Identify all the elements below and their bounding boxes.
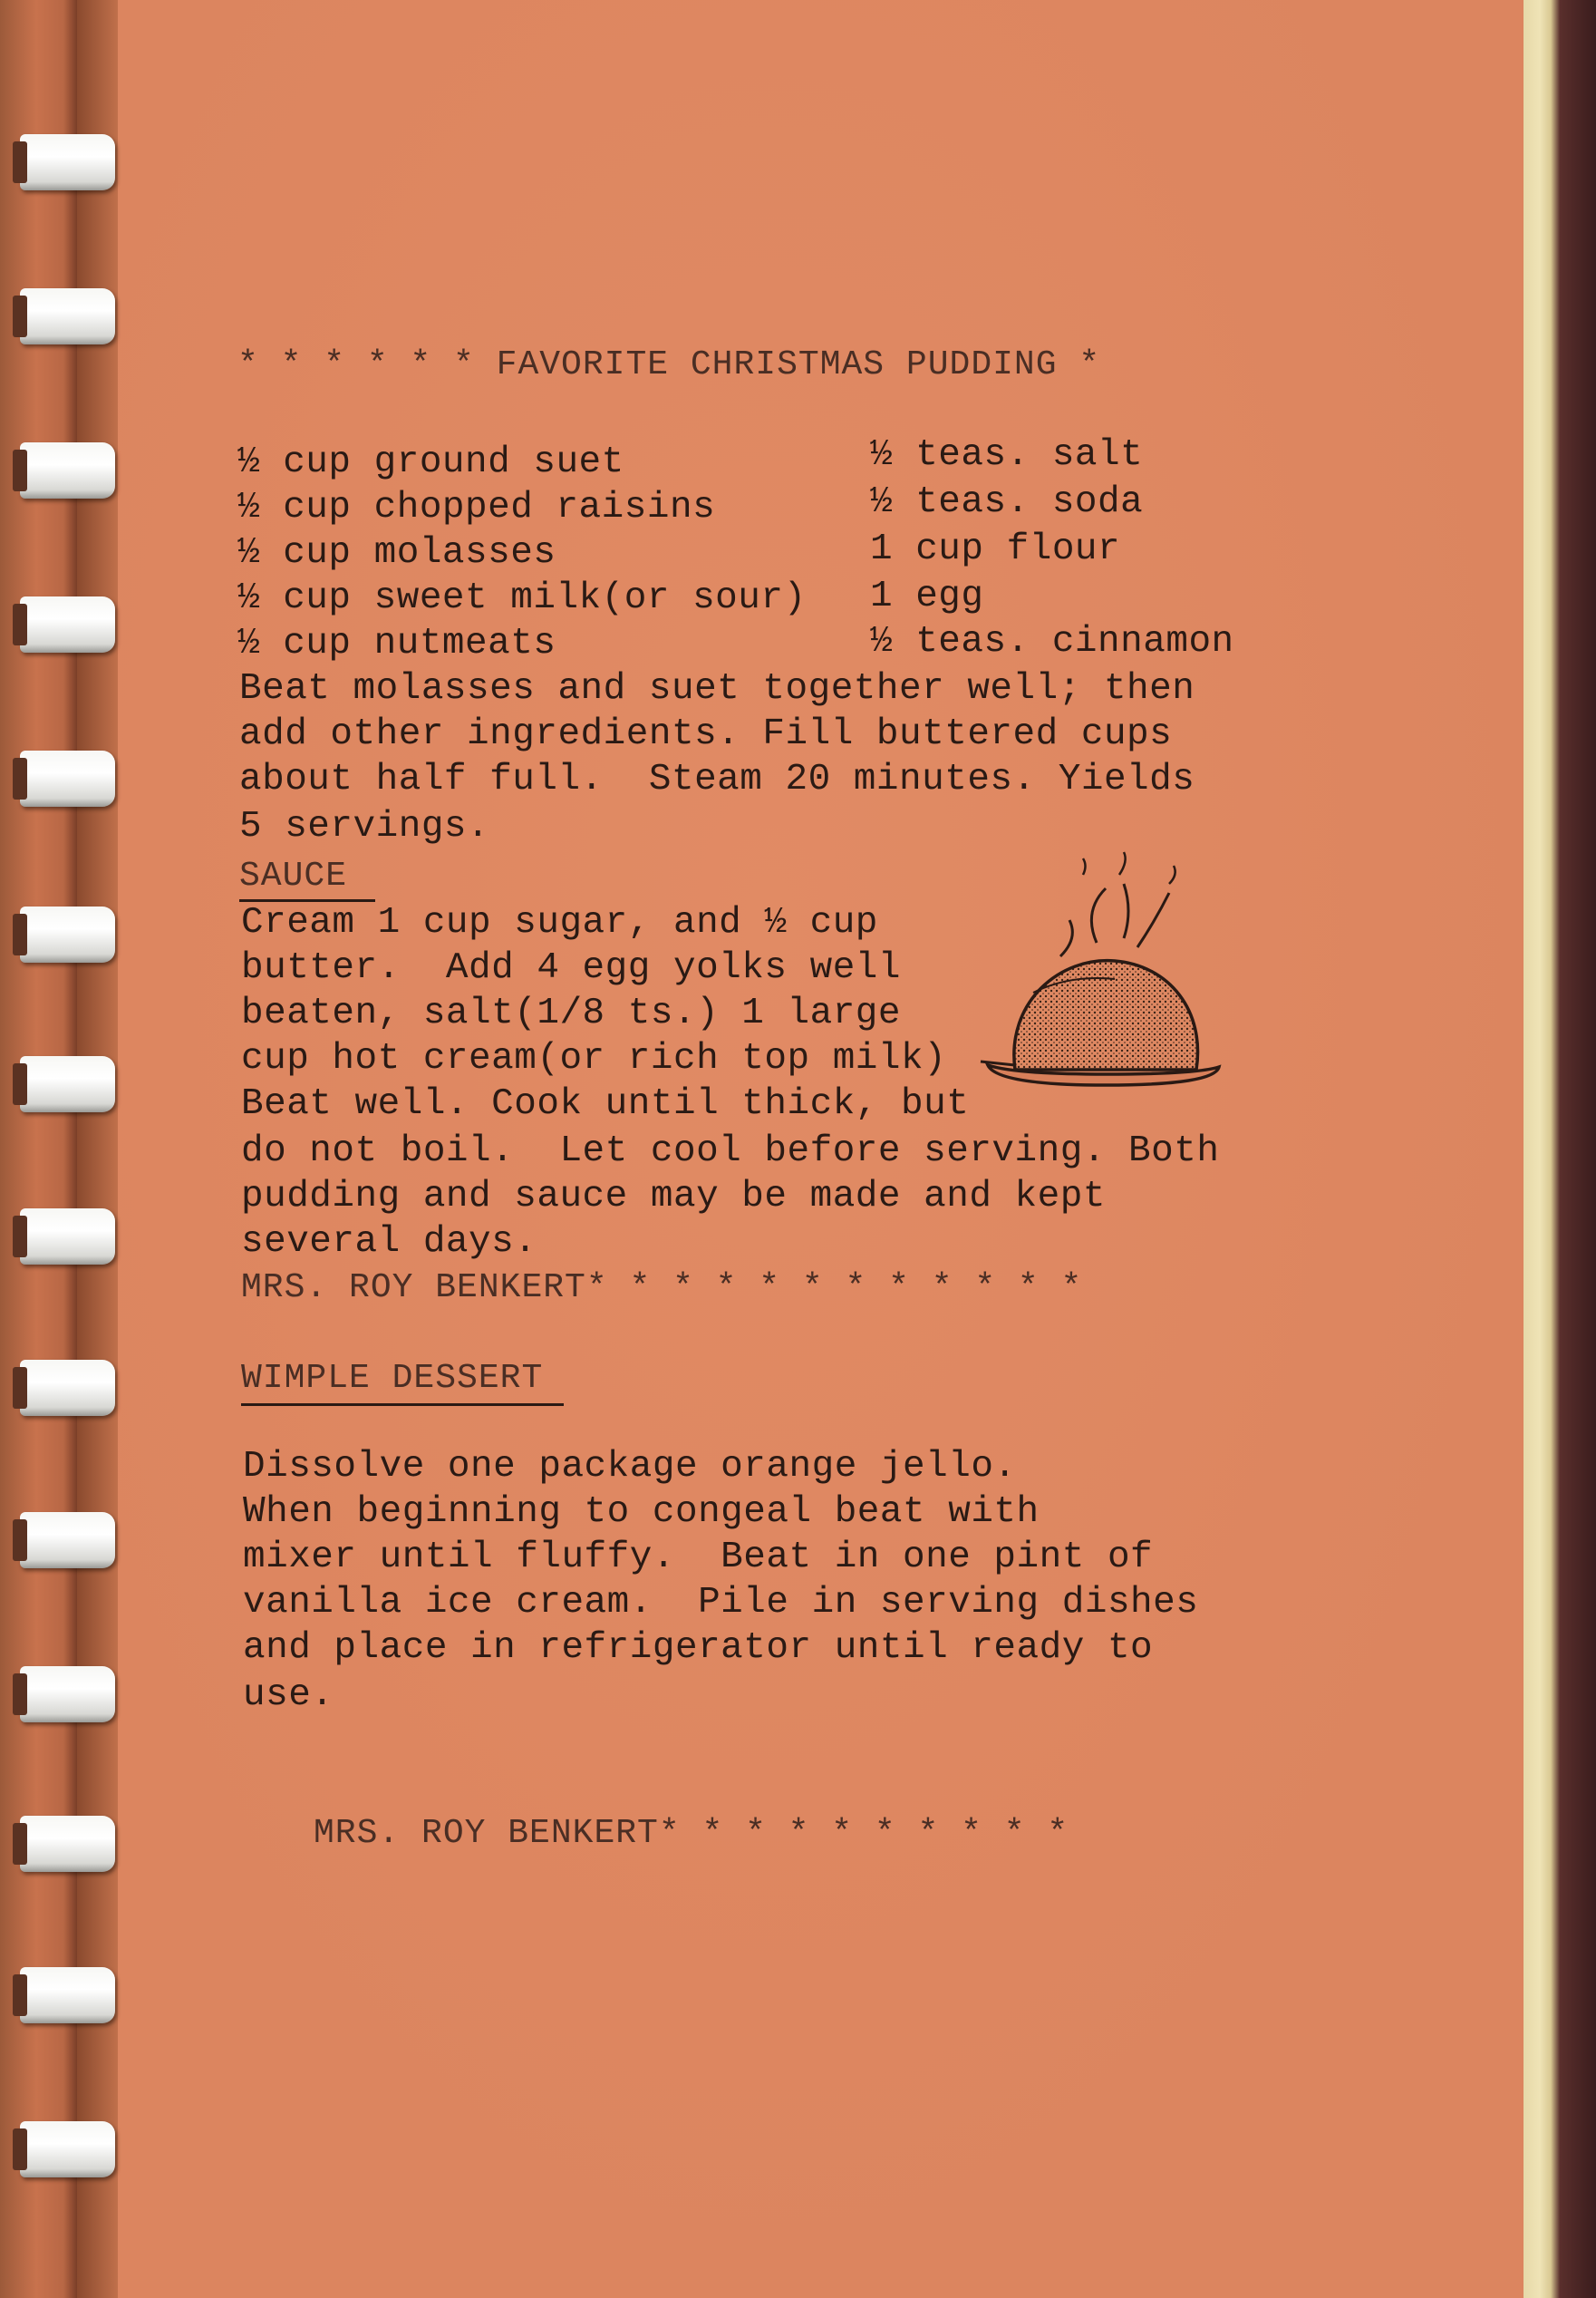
recipe-signature: MRS. ROY BENKERT* * * * * * * * * * [314,1814,1069,1853]
sauce-line: beaten, salt(1/8 ts.) 1 large [241,993,902,1034]
binding-ring [20,1360,115,1416]
sauce-heading: SAUCE [239,857,348,896]
ingredient-item: 1 egg [870,576,984,617]
binding-ring [20,1666,115,1722]
instruction-line: and place in refrigerator until ready to [243,1627,1154,1669]
ingredient-item: ½ cup sweet milk(or sour) [237,577,807,619]
instruction-line: vanilla ice cream. Pile in serving dishes [243,1582,1199,1624]
recipe-title: WIMPLE DESSERT [241,1359,544,1398]
instruction-line: add other ingredients. Fill buttered cups [239,713,1173,755]
instruction-line: When beginning to congeal beat with [243,1491,1040,1533]
instruction-line: Beat molasses and suet together well; then [239,668,1195,710]
page-left-edge [0,0,77,2298]
ingredient-item: ½ teas. cinnamon [870,621,1234,663]
sauce-line: several days. [241,1221,537,1263]
recipe-title-underline [241,1403,564,1406]
ingredient-item: ½ cup molasses [237,532,556,574]
binding-ring [20,288,115,344]
instruction-line: about half full. Steam 20 minutes. Yields [239,759,1195,800]
ingredient-item: ½ teas. soda [870,481,1144,523]
ingredient-item: ½ cup ground suet [237,441,624,483]
recipe-signature: MRS. ROY BENKERT* * * * * * * * * * * * [241,1268,1083,1307]
binding-ring [20,751,115,807]
binding-ring [20,442,115,499]
binding-ring [20,134,115,190]
binding-ring [20,2121,115,2177]
sauce-line: Cream 1 cup sugar, and ½ cup [241,902,878,944]
instruction-line: use. [243,1674,334,1716]
ingredient-item: ½ cup nutmeats [237,623,556,664]
ingredient-item: ½ teas. salt [870,434,1144,476]
instruction-line: Dissolve one package orange jello. [243,1446,1017,1488]
sauce-line: do not boil. Let cool before serving. Both [241,1130,1220,1172]
instruction-line: mixer until fluffy. Beat in one pint of [243,1537,1154,1578]
ingredient-item: ½ cup chopped raisins [237,487,716,528]
ingredient-item: 1 cup flour [870,528,1121,570]
book-page-stack [1523,0,1596,2298]
sauce-line: cup hot cream(or rich top milk) [241,1038,947,1080]
binding-ring [20,1967,115,2023]
binding-ring [20,1816,115,1872]
binding-ring [20,596,115,653]
instruction-line: 5 servings. [239,806,490,848]
binding-ring [20,1208,115,1265]
binding-gutter [77,0,118,2298]
recipe-title: * * * * * * FAVORITE CHRISTMAS PUDDING * [237,345,1101,384]
binding-ring [20,1512,115,1568]
sauce-line: pudding and sauce may be made and kept [241,1176,1106,1217]
steaming-pudding-icon [979,848,1233,1110]
sauce-line: butter. Add 4 egg yolks well [241,947,902,989]
sauce-line: Beat well. Cook until thick, but [241,1083,970,1125]
binding-ring [20,907,115,963]
binding-ring [20,1056,115,1112]
